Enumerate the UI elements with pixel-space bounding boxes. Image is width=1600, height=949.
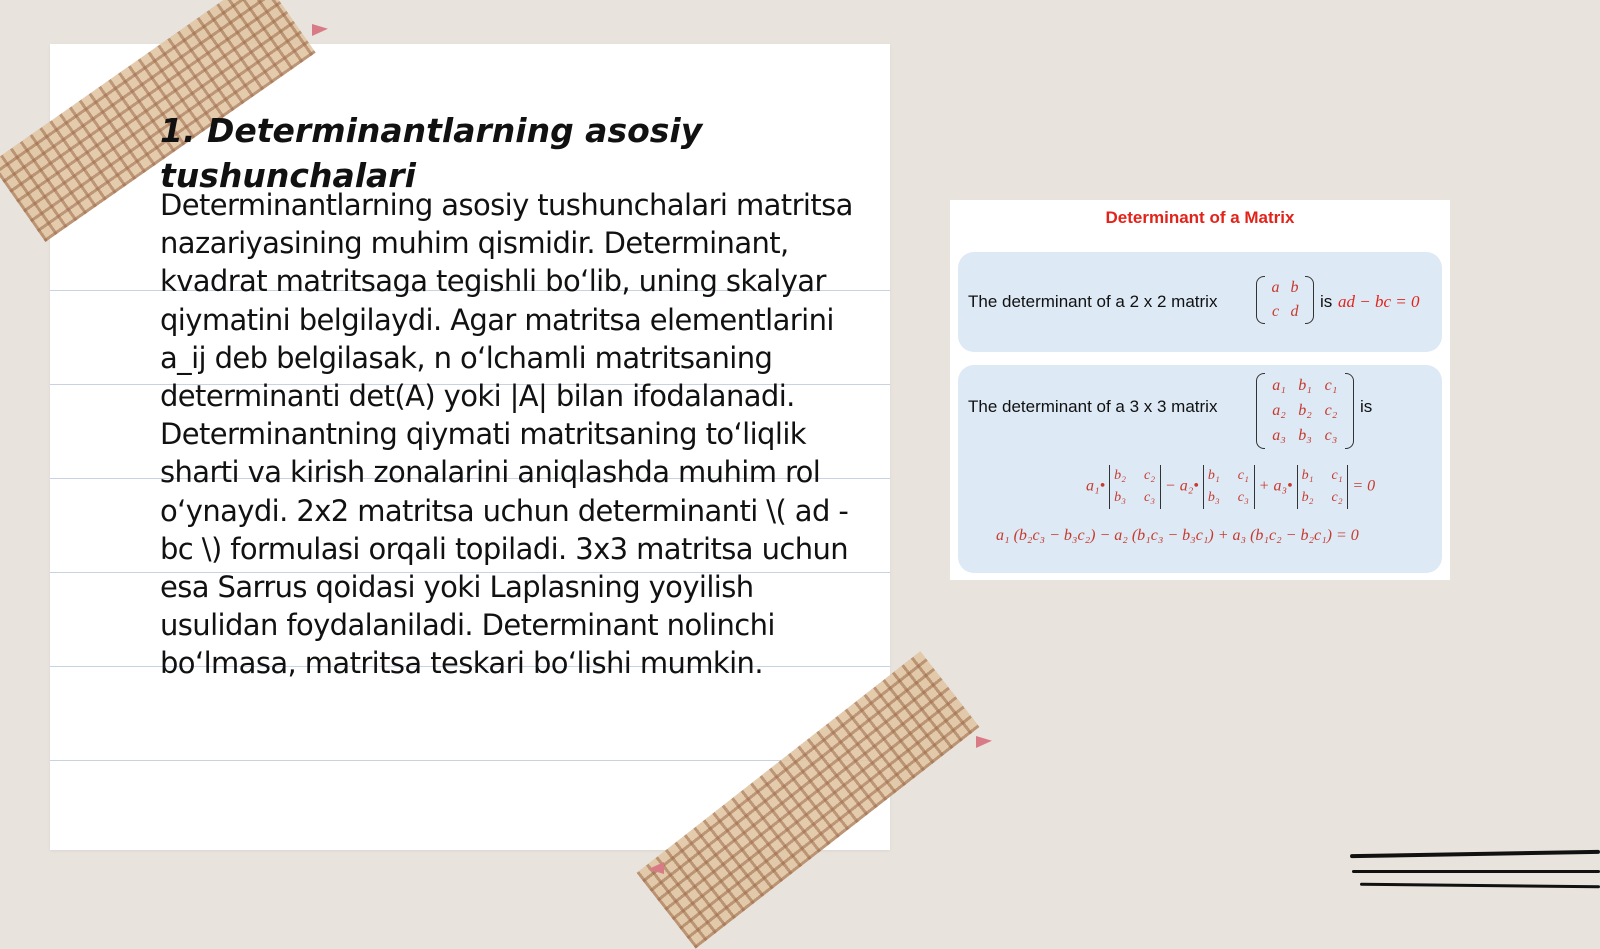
paper-rule-line [50,760,890,761]
matrix-cell: a₂ [1272,401,1286,419]
expansion-term: = 0 [1352,477,1376,495]
matrix-cell: b [1290,279,1299,296]
matrix-cell: b₂ [1298,401,1312,419]
row2-label: The determinant of a 3 x 3 matrix [968,397,1218,416]
panel-2x2 [958,252,1442,352]
minor-cell: b₃ [1207,490,1220,505]
matrix-cell: a₁ [1272,376,1286,394]
matrix-cell: a₃ [1272,427,1286,445]
matrix-cell: c₂ [1324,401,1338,419]
slide-title: 1. Determinantlarning asosiy tushunchalari [160,111,703,195]
expansion-term: + a₃• [1258,477,1293,495]
row1-label: The determinant of a 2 x 2 matrix [968,292,1218,311]
expansion-term: a₁• [1086,477,1106,495]
minor-cell: b₃ [1114,490,1127,505]
minor-cell: b₂ [1114,468,1127,483]
minor-cell: b₁ [1301,468,1314,483]
row2-is: is [1360,397,1373,416]
row1-is: is [1320,292,1333,311]
minor-cell: c₃ [1237,490,1249,505]
matrix-cell: b₁ [1298,376,1312,394]
matrix-cell: c₁ [1324,376,1338,394]
matrix-cell: a [1271,279,1280,296]
minor-cell: c₂ [1144,468,1156,483]
minor-cell: c₁ [1237,468,1249,483]
minor-cell: c₂ [1331,490,1343,505]
matrix-cell: d [1290,303,1299,320]
row1-formula: ad − bc = 0 [1338,292,1420,311]
cofactor-expansion [1086,465,1375,509]
slide-body-text: Determinantlarning asosiy tushunchalari matritsa nazariyasining muhim qismidir. Determinant, kvadrat matritsaga tegishli bo‘lib, uning skalyar qiymatini belgilaydi. Agar matritsa elementlarini a_ij deb belgilasak, n o‘lchamli matritsaning determinanti det(A) yoki |A| bilan ifodalanadi. Determinantning qiymati matritsaning to‘liqlik sharti va kirish zonalarini aniqlashda muhim rol o‘ynaydi. 2x2 matritsa uchun determinanti \( ad - bc \) formulasi orqali topiladi. 3x3 matritsa uchun esa Sarrus qoidasi yoki Laplasning yoyilish usulidan foydalaniladi. Determinant nolinchi bo‘lmasa, matritsa teskari bo‘lishi mumkin. [160,188,853,681]
decorative-stroke [1360,883,1600,889]
minor-cell: c₃ [1144,490,1156,505]
matrix-2x2 [1256,276,1314,324]
matrix-cell: c [1271,303,1280,320]
minor-determinant [1203,465,1255,509]
expansion-term: − a₂• [1164,477,1199,495]
final-formula: a₁ (b₂c₃ − b₃c₂) − a₂ (b₁c₃ − b₃c₁) + a₃ (b₁c₂ − b₂c₁) = 0 [996,527,1359,544]
tape-tip-decoration [312,24,328,36]
figure-title: Determinant of a Matrix [1105,208,1295,227]
minor-cell: b₁ [1207,468,1220,483]
minor-determinant [1297,465,1349,509]
minor-cell: b₂ [1301,490,1314,505]
matrix-3x3 [1256,373,1354,449]
matrix-cell: c₃ [1324,427,1338,445]
tape-tip-decoration [976,736,992,748]
decorative-stroke [1350,850,1600,858]
minor-determinant [1109,465,1161,509]
minor-cell: c₁ [1331,468,1343,483]
determinant-figure [950,200,1450,580]
panel-3x3 [958,365,1442,573]
matrix-cell: b₃ [1298,427,1312,445]
decorative-stroke [1352,870,1600,873]
